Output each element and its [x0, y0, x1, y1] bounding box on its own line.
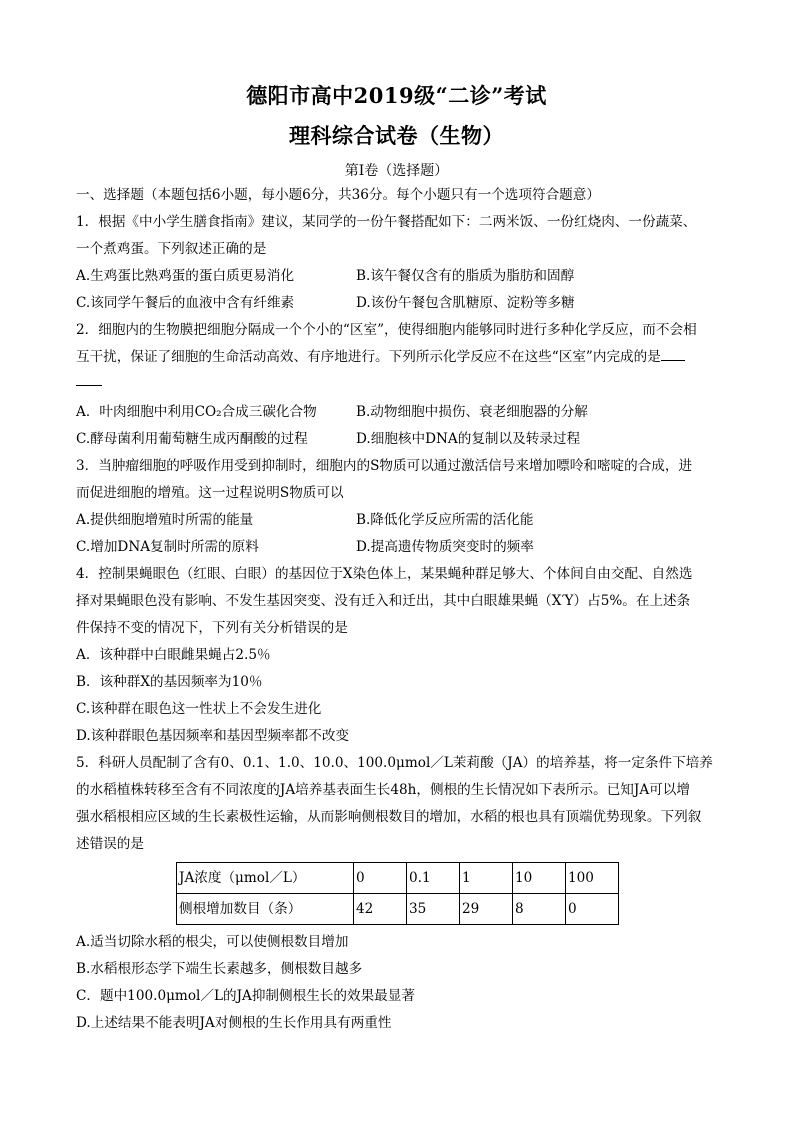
table-cell: 10 — [513, 863, 566, 894]
ja-data-table — [176, 862, 619, 925]
q2-option-d: D.细胞核中DNA的复制以及转录过程 — [356, 431, 581, 447]
q4-option-a: A．该种群中白眼雌果蝇占2.5％ — [76, 647, 271, 663]
q1-stem-line2: 一个煮鸡蛋。下列叙述正确的是 — [76, 241, 267, 257]
table-cell: JA浓度（μmol／L） — [177, 863, 354, 894]
q5-option-b: B.水稻根形态学下端生长素越多，侧根数目越多 — [76, 961, 363, 977]
q5-stem-line3: 强水稻根相应区域的生长素极性运输，从而影响侧根数目的增加，水稻的根也具有顶端优势现象。下列叙 — [76, 809, 702, 825]
q5-option-a: A.适当切除水稻的根尖，可以使侧根数目增加 — [76, 934, 349, 950]
q2-option-b: B.动物细胞中损伤、衰老细胞器的分解 — [356, 404, 588, 420]
table-cell: 0 — [354, 863, 407, 894]
table-cell: 42 — [354, 894, 407, 925]
q3-options-cd — [76, 534, 718, 561]
q1-option-d: D.该份午餐包含肌糖原、淀粉等多糖 — [356, 295, 575, 311]
question-body — [76, 182, 718, 1037]
q5-stem-line2: 的水稻植株转移至含有不同浓度的JA培养基表面生长48h，侧根的生长情况如下表所示。已知JA可以增 — [76, 782, 690, 798]
q1-option-b: B.该午餐仅含有的脂质为脂肪和固醇 — [356, 268, 575, 284]
section-heading: 第Ⅰ卷（选择题） — [344, 163, 449, 179]
answer-blank — [661, 344, 685, 361]
q2-options-ab — [76, 399, 718, 426]
table-cell: 29 — [460, 894, 513, 925]
table-cell: 8 — [513, 894, 566, 925]
q5-stem-line1: 5．科研人员配制了含有0、0.1、1.0、10.0、100.0μmol／L茉莉酸（JA）的培养基，将一定条件下培养 — [76, 755, 713, 771]
q3-option-d: D.提高遗传物质突变时的频率 — [356, 539, 534, 555]
table-row — [177, 894, 619, 925]
table-cell: 0 — [566, 894, 619, 925]
q2-option-a: A．叶肉细胞中利用CO₂合成三碳化合物 — [76, 404, 317, 420]
q1-option-a: A.生鸡蛋比熟鸡蛋的蛋白质更易消化 — [76, 268, 295, 284]
q1-options-cd — [76, 290, 718, 317]
q1-options-ab — [76, 263, 718, 290]
table-cell: 侧根增加数目（条） — [177, 894, 354, 925]
table-row — [177, 863, 619, 894]
q4-stem-line3: 件保持不变的情况下，下列有关分析错误的是 — [76, 620, 348, 636]
q3-options-ab — [76, 507, 718, 534]
table-cell: 35 — [407, 894, 460, 925]
q5-stem-line4: 述错误的是 — [76, 836, 144, 852]
q4-option-d: D.该种群眼色基因频率和基因型频率都不改变 — [76, 728, 350, 744]
q3-stem-line2: 而促进细胞的增殖。这一过程说明S物质可以 — [76, 485, 344, 501]
q2-stem-line2: 互干扰，保证了细胞的生命活动高效、有序地进行。下列所示化学反应不在这些“区室”内完成的是 — [76, 349, 661, 365]
q2-options-cd — [76, 426, 718, 453]
table-cell: 0.1 — [407, 863, 460, 894]
q2-stem-line2-wrap — [76, 344, 718, 371]
q3-option-b: B.降低化学反应所需的活化能 — [356, 512, 534, 528]
q4-option-b: B．该种群X的基因频率为10％ — [76, 674, 263, 690]
answer-blank-continued — [76, 371, 102, 386]
q3-option-a: A.提供细胞增殖时所需的能量 — [76, 512, 254, 528]
q4-stem-line1: 4．控制果蝇眼色（红眼、白眼）的基因位于X染色体上，某果蝇种群足够大、个体间自由交配、自然选 — [76, 566, 693, 582]
table-cell: 100 — [566, 863, 619, 894]
q2-option-c: C.酵母菌利用葡萄糖生成丙酮酸的过程 — [76, 431, 308, 447]
q1-option-c: C.该同学午餐后的血液中含有纤维素 — [76, 295, 295, 311]
table-cell: 1 — [460, 863, 513, 894]
q3-stem-line1: 3．当肿瘤细胞的呼吸作用受到抑制时，细胞内的S物质可以通过激活信号来增加嘌呤和嘧啶的合成，进 — [76, 458, 693, 474]
q5-option-c: C．题中100.0μmol／L的JA抑制侧根生长的效果最显著 — [76, 988, 415, 1004]
q4-stem-line2: 择对果蝇眼色没有影响、不发生基因突变、没有迁入和迁出，其中白眼雄果蝇（X′Y）占5%。在上述条 — [76, 593, 691, 609]
instructions: 一、选择题（本题包括6小题，每小题6分，共36分。每个小题只有一个选项符合题意） — [76, 187, 600, 203]
exam-subtitle: 理科综合试卷（生物） — [289, 123, 504, 148]
q1-stem-line1: 1．根据《中小学生膳食指南》建议，某同学的一份午餐搭配如下：二两米饭、一份红烧肉、一份蔬菜、 — [76, 214, 697, 230]
q5-option-d: D.上述结果不能表明JA对侧根的生长作用具有两重性 — [76, 1015, 392, 1031]
q2-stem-line1: 2．细胞内的生物膜把细胞分隔成一个个小的“区室”，使得细胞内能够同时进行多种化学反应，而不会相 — [76, 322, 697, 338]
q4-option-c: C.该种群在眼色这一性状上不会发生进化 — [76, 701, 322, 717]
exam-title: 德阳市高中2019级“二诊”考试 — [246, 83, 547, 108]
q3-option-c: C.增加DNA复制时所需的原料 — [76, 539, 259, 555]
